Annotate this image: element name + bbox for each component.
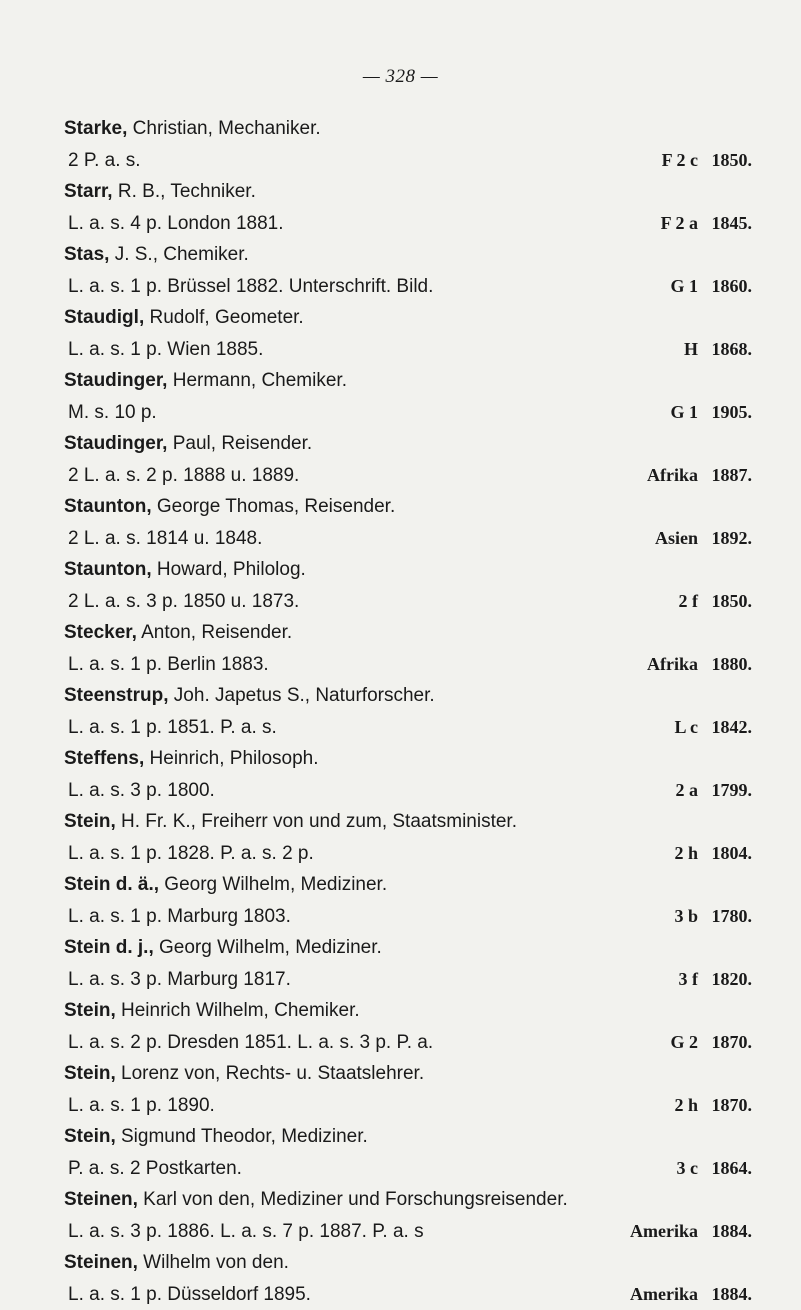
entry-detail-line [64, 586, 752, 618]
entry-year: 1780. [704, 901, 752, 933]
entry-signature: 2 h [674, 1090, 698, 1122]
entry-heading [64, 365, 752, 397]
entry-year: 1842. [704, 712, 752, 744]
entry-detail-line [64, 1027, 752, 1059]
list-item [64, 176, 752, 239]
entry-detail-line [64, 838, 752, 870]
entry-detail: L. a. s. 2 p. Dresden 1851. L. a. s. 3 p. P. a. [68, 1027, 433, 1059]
entry-description: Sigmund Theodor, Mediziner. [116, 1126, 368, 1147]
entry-description: Hermann, Chemiker. [167, 370, 347, 391]
entry-heading [64, 239, 752, 271]
entry-description: Georg Wilhelm, Mediziner. [154, 937, 382, 958]
entry-detail-line [64, 1153, 752, 1185]
list-item [64, 617, 752, 680]
entry-year: 1892. [704, 523, 752, 555]
entry-description: Paul, Reisender. [167, 433, 312, 454]
entry-detail-line [64, 1279, 752, 1310]
entry-description: Joh. Japetus S., Naturforscher. [169, 685, 435, 706]
entry-signature: L c [674, 712, 698, 744]
entry-heading [64, 1058, 752, 1090]
entry-detail-line [64, 397, 752, 429]
entry-detail: L. a. s. 1 p. Düsseldorf 1895. [68, 1279, 311, 1310]
entry-description: J. S., Chemiker. [109, 244, 248, 265]
entry-detail: L. a. s. 1 p. Brüssel 1882. Unterschrift. Bild. [68, 271, 433, 303]
entry-surname: Steenstrup, [64, 685, 169, 706]
entry-detail: 2 L. a. s. 1814 u. 1848. [68, 523, 262, 555]
entry-year: 1820. [704, 964, 752, 996]
entry-heading [64, 113, 752, 145]
entry-detail-line [64, 145, 752, 177]
entry-detail-line [64, 334, 752, 366]
entry-signature: G 1 [670, 397, 698, 429]
entry-surname: Starr, [64, 181, 113, 202]
entry-surname: Steinen, [64, 1189, 138, 1210]
entry-heading [64, 1247, 752, 1279]
entry-year: 1868. [704, 334, 752, 366]
entry-detail-line [64, 1090, 752, 1122]
entry-signature: G 2 [670, 1027, 698, 1059]
list-item [64, 1247, 752, 1310]
list-item [64, 743, 752, 806]
entry-signature: Amerika [630, 1216, 698, 1248]
entry-surname: Stein d. j., [64, 937, 154, 958]
entry-surname: Steinen, [64, 1252, 138, 1273]
entry-year: 1905. [704, 397, 752, 429]
entry-surname: Staunton, [64, 559, 152, 580]
entry-surname: Staudinger, [64, 433, 167, 454]
entry-description: Heinrich, Philosoph. [144, 748, 318, 769]
entry-detail: L. a. s. 1 p. Berlin 1883. [68, 649, 269, 681]
page-number: — 328 — [0, 66, 801, 88]
entry-detail: L. a. s. 3 p. 1800. [68, 775, 215, 807]
entry-year: 1804. [704, 838, 752, 870]
entry-detail: L. a. s. 4 p. London 1881. [68, 208, 284, 240]
entry-heading [64, 176, 752, 208]
entry-detail: L. a. s. 1 p. Marburg 1803. [68, 901, 291, 933]
list-item [64, 428, 752, 491]
entry-surname: Stein, [64, 811, 116, 832]
list-item [64, 554, 752, 617]
entry-year: 1850. [704, 586, 752, 618]
list-item [64, 680, 752, 743]
entry-year: 1845. [704, 208, 752, 240]
entry-detail: L. a. s. 1 p. 1890. [68, 1090, 215, 1122]
entry-description: Heinrich Wilhelm, Chemiker. [116, 1000, 360, 1021]
list-item [64, 365, 752, 428]
entry-year: 1884. [704, 1279, 752, 1310]
entry-signature: 3 b [674, 901, 698, 933]
entry-year: 1880. [704, 649, 752, 681]
entry-detail: P. a. s. 2 Postkarten. [68, 1153, 242, 1185]
entry-detail: M. s. 10 p. [68, 397, 157, 429]
entry-detail-line [64, 901, 752, 933]
list-item [64, 491, 752, 554]
entry-description: Anton, Reisender. [137, 622, 292, 643]
entry-detail: L. a. s. 1 p. 1828. P. a. s. 2 p. [68, 838, 314, 870]
entry-year: 1860. [704, 271, 752, 303]
entry-signature: G 1 [670, 271, 698, 303]
entry-heading [64, 1184, 752, 1216]
entry-detail-line [64, 523, 752, 555]
entry-description: Lorenz von, Rechts- u. Staatslehrer. [116, 1063, 424, 1084]
entry-heading [64, 302, 752, 334]
entry-signature: H [684, 334, 698, 366]
list-item [64, 239, 752, 302]
entry-heading [64, 617, 752, 649]
entry-detail: L. a. s. 3 p. Marburg 1817. [68, 964, 291, 996]
entry-detail: L. a. s. 1 p. Wien 1885. [68, 334, 263, 366]
entry-detail-line [64, 775, 752, 807]
entry-heading [64, 428, 752, 460]
entry-year: 1864. [704, 1153, 752, 1185]
entry-year: 1850. [704, 145, 752, 177]
entry-detail-line [64, 964, 752, 996]
entry-signature: Amerika [630, 1279, 698, 1310]
entry-signature: Afrika [647, 460, 698, 492]
entry-signature: 2 a [676, 775, 699, 807]
entry-year: 1870. [704, 1090, 752, 1122]
list-item [64, 869, 752, 932]
entry-surname: Steffens, [64, 748, 144, 769]
entry-signature: 2 f [679, 586, 699, 618]
entry-heading [64, 680, 752, 712]
entry-description: Howard, Philolog. [152, 559, 306, 580]
entry-description: Christian, Mechaniker. [127, 118, 320, 139]
entry-detail: L. a. s. 1 p. 1851. P. a. s. [68, 712, 277, 744]
list-item [64, 1058, 752, 1121]
entry-year: 1799. [704, 775, 752, 807]
entry-heading [64, 743, 752, 775]
entry-heading [64, 554, 752, 586]
entry-heading [64, 491, 752, 523]
entry-signature: F 2 a [661, 208, 698, 240]
entry-detail: 2 L. a. s. 3 p. 1850 u. 1873. [68, 586, 299, 618]
entry-description: R. B., Techniker. [113, 181, 256, 202]
entry-description: Karl von den, Mediziner und Forschungsreisender. [138, 1189, 568, 1210]
entry-description: Rudolf, Geometer. [144, 307, 303, 328]
entry-signature: 3 c [677, 1153, 699, 1185]
entry-surname: Stecker, [64, 622, 137, 643]
entry-surname: Stein d. ä., [64, 874, 159, 895]
list-item [64, 1121, 752, 1184]
list-item [64, 113, 752, 176]
entry-signature: Afrika [647, 649, 698, 681]
entry-description: H. Fr. K., Freiherr von und zum, Staatsminister. [116, 811, 517, 832]
entry-year: 1887. [704, 460, 752, 492]
entry-surname: Stein, [64, 1063, 116, 1084]
entry-detail-line [64, 649, 752, 681]
entry-signature: 2 h [674, 838, 698, 870]
list-item [64, 302, 752, 365]
entry-list [64, 113, 752, 1310]
entry-signature: Asien [655, 523, 698, 555]
entry-surname: Staudigl, [64, 307, 144, 328]
entry-surname: Starke, [64, 118, 127, 139]
entry-detail-line [64, 271, 752, 303]
entry-signature: 3 f [679, 964, 699, 996]
entry-description: Georg Wilhelm, Mediziner. [159, 874, 387, 895]
entry-heading [64, 995, 752, 1027]
entry-description: Wilhelm von den. [138, 1252, 289, 1273]
entry-surname: Stein, [64, 1000, 116, 1021]
entry-heading [64, 869, 752, 901]
entry-surname: Stas, [64, 244, 109, 265]
entry-heading [64, 932, 752, 964]
entry-surname: Staudinger, [64, 370, 167, 391]
list-item [64, 1184, 752, 1247]
entry-detail-line [64, 1216, 752, 1248]
entry-signature: F 2 c [662, 145, 698, 177]
list-item [64, 932, 752, 995]
entry-detail: 2 P. a. s. [68, 145, 141, 177]
list-item [64, 806, 752, 869]
entry-heading [64, 806, 752, 838]
list-item [64, 995, 752, 1058]
entry-surname: Staunton, [64, 496, 152, 517]
entry-detail: L. a. s. 3 p. 1886. L. a. s. 7 p. 1887. P. a. s [68, 1216, 424, 1248]
entry-year: 1870. [704, 1027, 752, 1059]
entry-surname: Stein, [64, 1126, 116, 1147]
entry-detail-line [64, 460, 752, 492]
entry-detail-line [64, 712, 752, 744]
entry-detail-line [64, 208, 752, 240]
entry-heading [64, 1121, 752, 1153]
entry-description: George Thomas, Reisender. [152, 496, 396, 517]
entry-year: 1884. [704, 1216, 752, 1248]
entry-detail: 2 L. a. s. 2 p. 1888 u. 1889. [68, 460, 299, 492]
